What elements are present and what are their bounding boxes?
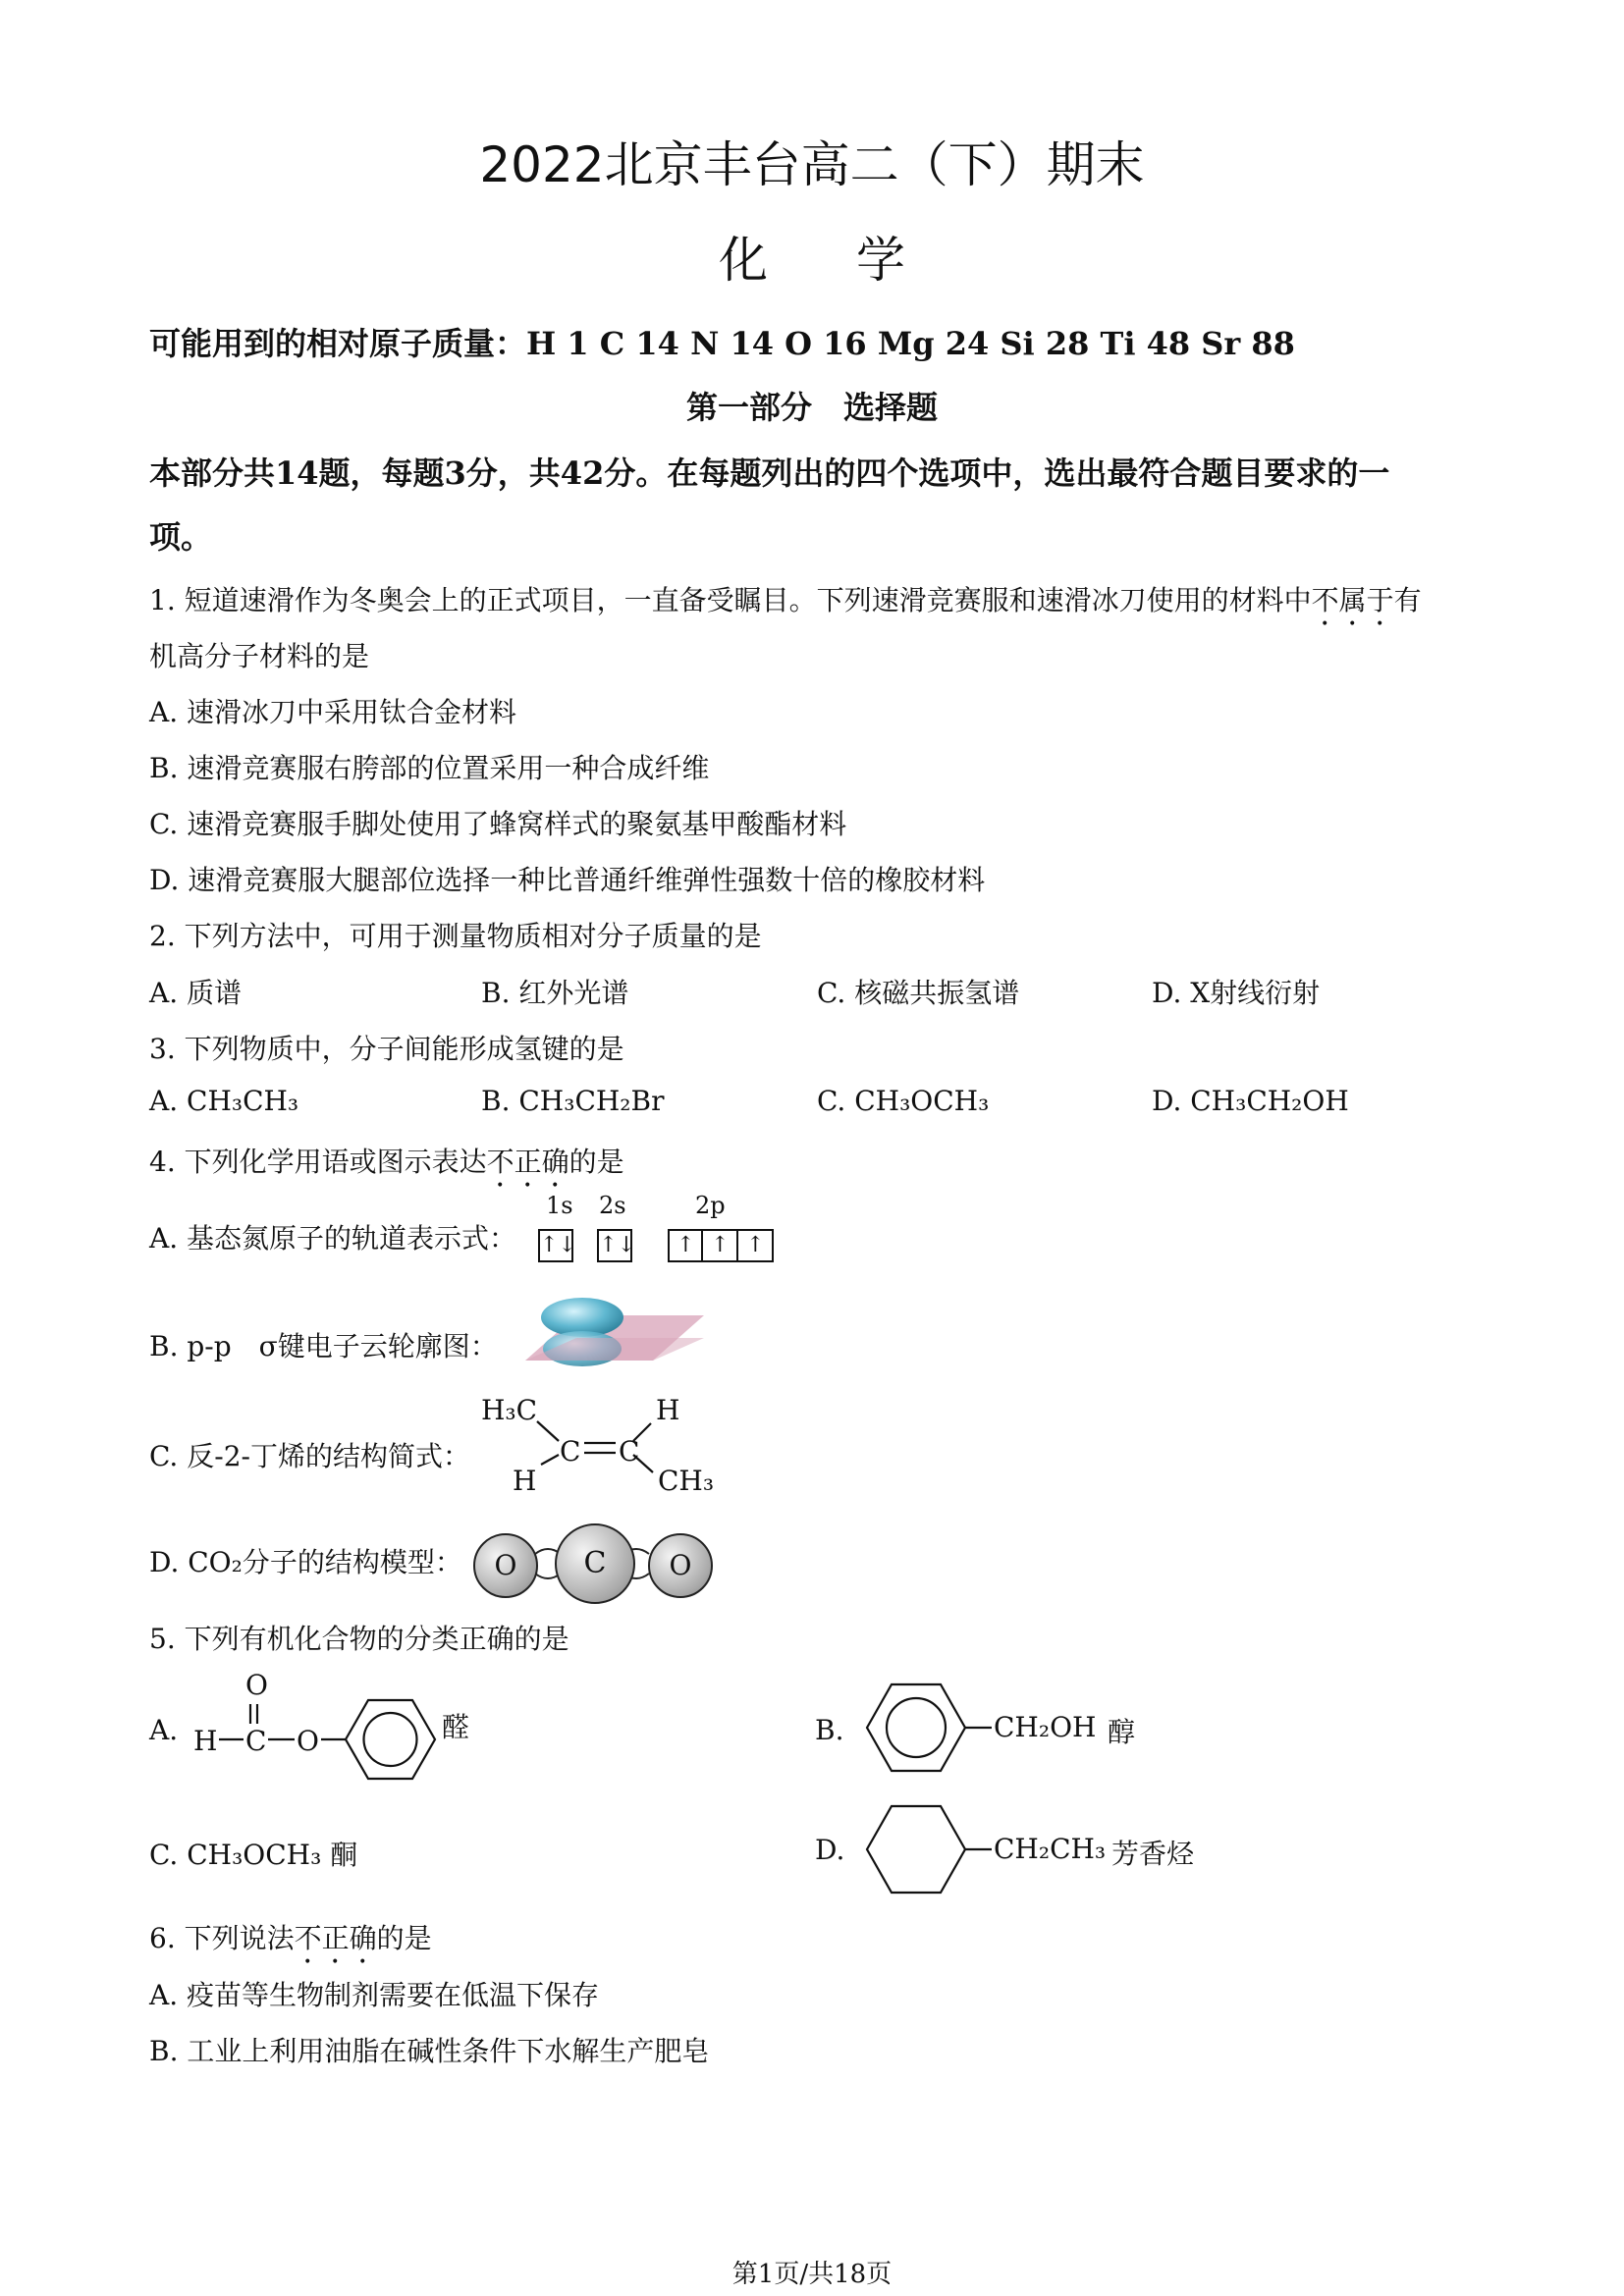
q3-option-d: D. CH₃CH₂OH <box>1152 1085 1349 1117</box>
butene-h-top: H <box>656 1394 680 1426</box>
q1-stem <box>149 579 1422 632</box>
co2-atom-c: C <box>555 1523 635 1604</box>
q5a-c: C <box>245 1725 267 1757</box>
q3-stem: 3. 下列物质中，分子间能形成氢键的是 <box>149 1033 624 1065</box>
co2-atom-o-right: O <box>648 1533 713 1598</box>
q5a-o-top: O <box>245 1669 268 1701</box>
page-footer: 第1页/共18页 <box>731 2260 893 2289</box>
subject-title: 化学 <box>719 232 994 289</box>
q1-stem-line2: 机高分子材料的是 <box>149 640 370 672</box>
q5-stem: 5. 下列有机化合物的分类正确的是 <box>149 1623 569 1655</box>
q5-option-b-group: CH₂OH <box>994 1711 1097 1743</box>
q5-option-d-label: D. <box>815 1834 845 1866</box>
q6-stem-part2: 的是 <box>376 1922 432 1954</box>
q2-option-a: A. 质谱 <box>149 977 243 1009</box>
q2-option-d: D. X射线衍射 <box>1152 977 1321 1009</box>
butene-c-right: C <box>619 1435 640 1468</box>
q4-option-c: C. 反-2-丁烯的结构简式： <box>149 1440 470 1472</box>
q1-option-d: D. 速滑竞赛服大腿部位选择一种比普通纤维弹性强数十倍的橡胶材料 <box>149 864 986 896</box>
q5-option-a-class: 醛 <box>442 1711 470 1743</box>
orbital-box-2s: ↑↓ <box>597 1229 632 1262</box>
q2-option-b: B. 红外光谱 <box>481 977 629 1009</box>
orbital-box-1s: ↑↓ <box>538 1229 573 1262</box>
orbital-box-2p-1: ↑ <box>668 1229 703 1262</box>
butene-c-left: C <box>560 1435 581 1468</box>
section-title: 第一部分 选择题 <box>685 389 938 426</box>
q1-stem-emphasis: 不属于 <box>1311 584 1394 616</box>
sigma-bond-cloud-image <box>496 1294 707 1372</box>
co2-atom-o-left: O <box>473 1533 538 1598</box>
q6-option-a: A. 疫苗等生物制剂需要在低温下保存 <box>149 1979 600 2011</box>
q3-option-c: C. CH₃OCH₃ <box>817 1085 990 1117</box>
q5-option-a-label: A. <box>149 1714 179 1746</box>
q5-option-c: C. CH₃OCH₃ 酮 <box>149 1839 358 1871</box>
section-instruction-line2: 项。 <box>149 518 213 556</box>
section-instruction-line1: 本部分共14题，每题3分，共42分。在每题列出的四个选项中，选出最符合题目要求的一 <box>149 454 1390 492</box>
q4-stem-part2: 的是 <box>568 1146 624 1178</box>
q1-option-c: C. 速滑竞赛服手脚处使用了蜂窝样式的聚氨基甲酸酯材料 <box>149 808 847 840</box>
q4-stem-emphasis: 不正确 <box>486 1146 569 1178</box>
q4-stem-part1: 4. 下列化学用语或图示表达 <box>149 1146 487 1178</box>
atomic-masses: 可能用到的相对原子质量：H 1 C 14 N 14 O 16 Mg 24 Si 28 Ti 48 Sr 88 <box>149 325 1295 362</box>
q6-option-b: B. 工业上利用油脂在碱性条件下水解生产肥皂 <box>149 2035 710 2067</box>
q5a-h: H <box>193 1725 218 1757</box>
page-title: 2022北京丰台高二（下）期末 <box>479 136 1145 193</box>
q4-stem <box>149 1141 624 1194</box>
benzyl-alcohol-ring <box>859 1669 997 1796</box>
orbital-diagram <box>538 1229 774 1262</box>
q4-option-a: A. 基态氮原子的轨道表示式： <box>149 1222 517 1255</box>
q2-stem: 2. 下列方法中，可用于测量物质相对分子质量的是 <box>149 920 762 952</box>
q1-stem-part2: 有 <box>1393 584 1422 616</box>
phenyl-formate-structure <box>187 1669 452 1796</box>
q6-stem <box>149 1917 432 1970</box>
q6-stem-part1: 6. 下列说法 <box>149 1922 295 1954</box>
q5-option-b-class: 醇 <box>1108 1716 1136 1748</box>
q6-stem-emphasis: 不正确 <box>294 1922 377 1954</box>
q4-option-d: D. CO₂分子的结构模型： <box>149 1546 462 1578</box>
q2-option-c: C. 核磁共振氢谱 <box>817 977 1020 1009</box>
butene-h-bottom: H <box>513 1465 537 1497</box>
q5-option-b-label: B. <box>815 1714 844 1746</box>
q3-option-b: B. CH₃CH₂Br <box>481 1085 665 1117</box>
orbital-label-1s: 1s <box>546 1192 573 1219</box>
cyclohexane-ring <box>859 1790 997 1918</box>
q5a-o: O <box>297 1725 319 1757</box>
q1-stem-part1: 1. 短道速滑作为冬奥会上的正式项目，一直备受瞩目。下列速滑竞赛服和速滑冰刀使用的材料中 <box>149 584 1312 616</box>
orbital-box-2p-3: ↑ <box>738 1229 774 1262</box>
q4-option-b: B. p-p σ键电子云轮廓图： <box>149 1330 498 1362</box>
orbital-label-2p: 2p <box>695 1192 726 1219</box>
q5-option-d-class: 芳香烃 <box>1111 1838 1195 1870</box>
q5-option-d-group: CH₂CH₃ <box>994 1833 1107 1865</box>
q1-option-a: A. 速滑冰刀中采用钛合金材料 <box>149 696 517 728</box>
butene-ch3: CH₃ <box>658 1465 715 1497</box>
q1-option-b: B. 速滑竞赛服右胯部的位置采用一种合成纤维 <box>149 752 710 784</box>
butene-h3c: H₃C <box>481 1394 538 1426</box>
orbital-box-2p-2: ↑ <box>703 1229 738 1262</box>
q3-option-a: A. CH₃CH₃ <box>149 1085 299 1117</box>
orbital-label-2s: 2s <box>599 1192 626 1219</box>
